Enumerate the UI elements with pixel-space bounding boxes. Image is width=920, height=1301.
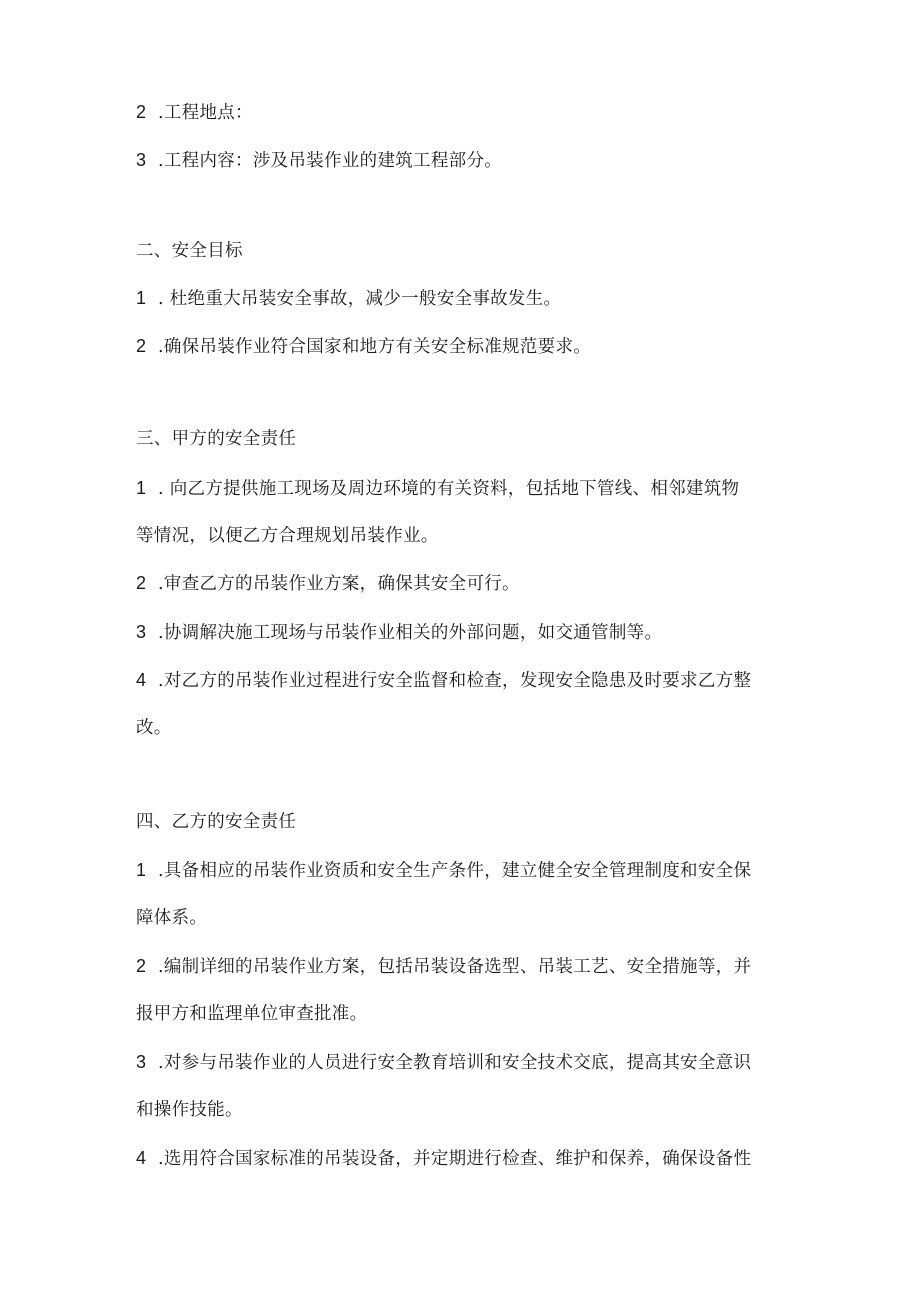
section-heading — [136, 810, 786, 834]
item-text: .对参与吊装作业的人员进行安全教育培训和安全技术交底，提高其安全意识 — [158, 1053, 752, 1073]
item-number: 3 — [136, 1052, 147, 1072]
item-number: 1 — [136, 478, 147, 498]
section-heading — [136, 239, 786, 263]
item-text: .审查乙方的吊装作业方案，确保其安全可行。 — [158, 574, 520, 594]
item-text: .具备相应的吊装作业资质和安全生产条件，建立健全安全管理制度和安全保 — [158, 861, 752, 881]
paragraph-line — [136, 148, 786, 173]
item-number: 2 — [136, 956, 147, 976]
paragraph-line — [136, 1098, 786, 1122]
paragraph-line — [136, 286, 786, 311]
item-number: 1 — [136, 860, 147, 880]
paragraph-line — [136, 100, 786, 125]
paragraph-line — [136, 858, 786, 883]
item-number: 2 — [136, 573, 147, 593]
item-text: .确保吊装作业符合国家和地方有关安全标准规范要求。 — [158, 337, 592, 357]
paragraph-line — [136, 1050, 786, 1075]
section-heading — [136, 427, 786, 451]
paragraph-line — [136, 716, 786, 740]
section-heading-text: 四、乙方的安全责任 — [136, 812, 297, 832]
item-text: .协调解决施工现场与吊装作业相关的外部问题，如交通管制等。 — [158, 623, 663, 643]
item-text: .工程内容：涉及吊装作业的建筑工程部分。 — [158, 151, 503, 171]
item-text: .对乙方的吊装作业过程进行安全监督和检查，发现安全隐患及时要求乙方整 — [158, 671, 752, 691]
item-text: 报甲方和监理单位审查批准。 — [136, 1004, 368, 1024]
section-heading-text: 三、甲方的安全责任 — [136, 429, 297, 449]
item-text: 障体系。 — [136, 908, 208, 928]
item-text: . 向乙方提供施工现场及周边环境的有关资料，包括地下管线、相邻建筑物 — [158, 479, 740, 499]
item-number: 3 — [136, 622, 147, 642]
item-number: 3 — [136, 150, 147, 170]
item-text: .工程地点： — [158, 103, 253, 123]
item-text: 和操作技能。 — [136, 1100, 243, 1120]
item-number: 2 — [136, 336, 147, 356]
item-text: .编制详细的吊装作业方案，包括吊装设备选型、吊装工艺、安全措施等，并 — [158, 957, 752, 977]
section-heading-text: 二、安全目标 — [136, 241, 243, 261]
item-number: 2 — [136, 102, 147, 122]
item-text: 改。 — [136, 718, 172, 738]
paragraph-line — [136, 334, 786, 359]
paragraph-line — [136, 524, 786, 548]
paragraph-line — [136, 668, 786, 693]
item-text: 等情况，以便乙方合理规划吊装作业。 — [136, 526, 439, 546]
paragraph-line — [136, 906, 786, 930]
item-number: 4 — [136, 1148, 147, 1168]
paragraph-line — [136, 476, 786, 501]
paragraph-line — [136, 1002, 786, 1026]
paragraph-line — [136, 571, 786, 596]
item-text: . 杜绝重大吊装安全事故，减少一般安全事故发生。 — [158, 289, 562, 309]
paragraph-line — [136, 954, 786, 979]
paragraph-line — [136, 620, 786, 645]
item-text: .选用符合国家标准的吊装设备，并定期进行检查、维护和保养，确保设备性 — [158, 1149, 752, 1169]
item-number: 1 — [136, 288, 147, 308]
item-number: 4 — [136, 670, 147, 690]
paragraph-line — [136, 1146, 786, 1171]
